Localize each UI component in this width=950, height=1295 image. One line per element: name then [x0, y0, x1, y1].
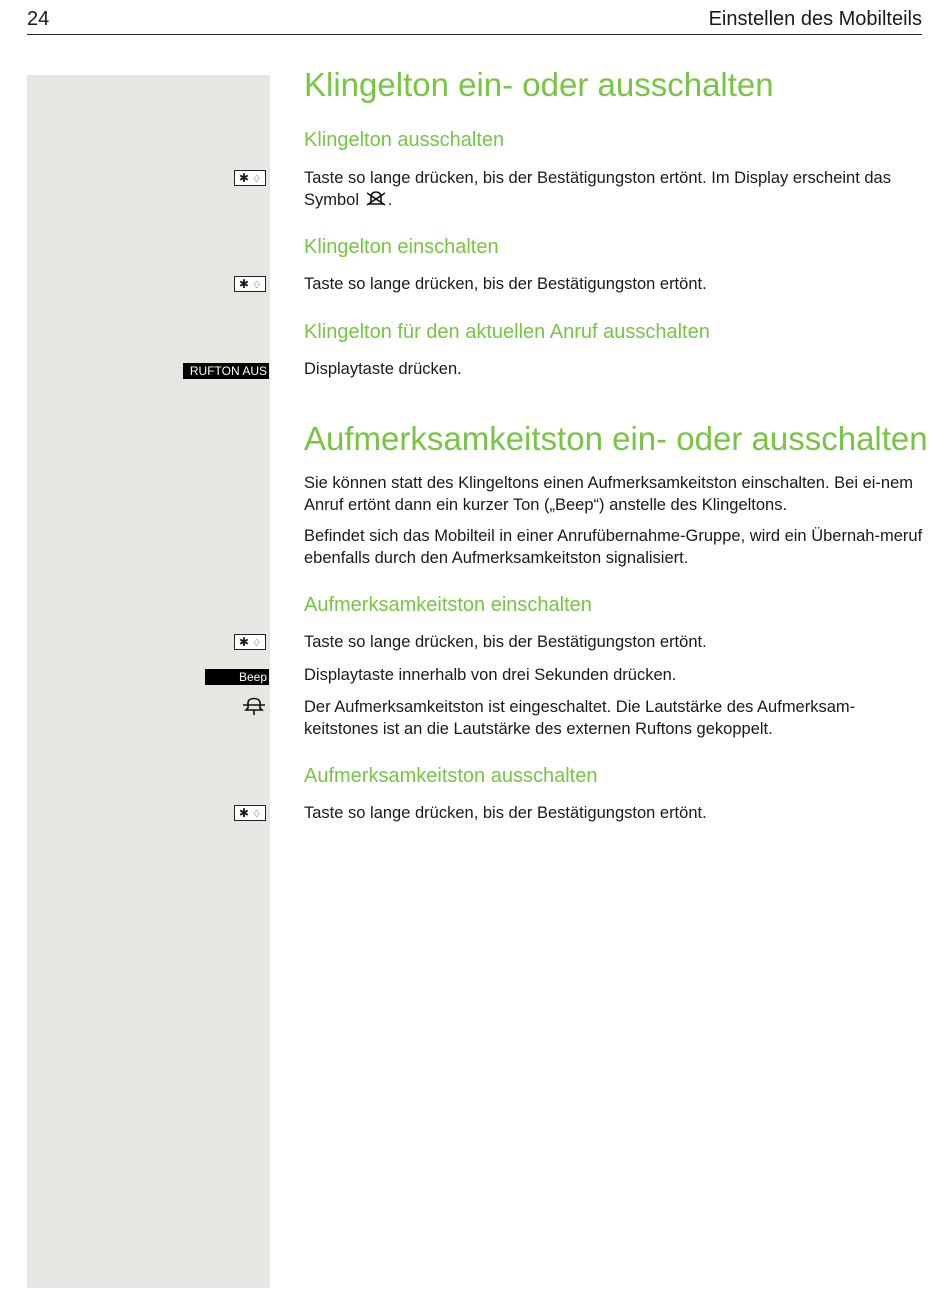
page-header	[27, 4, 922, 35]
section-title-ringtone: Klingelton ein- oder ausschalten	[304, 66, 774, 103]
softkey-beep[interactable]: Beep	[205, 669, 269, 685]
step-ringtone-on: Taste so lange drücken, bis der Bestätigungston ertönt.	[304, 275, 707, 293]
subheading-attention-on: Aufmerksamkeitston einschalten	[304, 594, 592, 616]
step-attention-display-key: Displaytaste innerhalb von drei Sekunden drücken.	[304, 666, 677, 684]
bell-crossed-icon	[364, 190, 388, 214]
running-title: Einstellen des Mobilteils	[708, 8, 922, 30]
step-press-display-key: Displaytaste drücken.	[304, 360, 462, 378]
star-bell-key-icon: ✱ ♢	[234, 805, 266, 821]
step-attention-off: Taste so lange drücken, bis der Bestätigungston ertönt.	[304, 804, 707, 822]
star-bell-key-icon: ✱ ♢	[234, 170, 266, 186]
section-title-attention-tone: Aufmerksamkeitston ein- oder ausschalten	[304, 420, 928, 457]
step-attention-enabled-info: Der Aufmerksamkeitston ist eingeschaltet. Die Lautstärke des Aufmerksam-keitstones ist an die Lautstärke des externen Ruftons gekoppelt.	[304, 698, 856, 738]
subheading-ringtone-current-call-off: Klingelton für den aktuellen Anruf ausschalten	[304, 321, 710, 343]
softkey-rufton-aus[interactable]: RUFTON AUS	[183, 363, 269, 379]
subheading-ringtone-off: Klingelton ausschalten	[304, 129, 505, 151]
step-attention-hold-key: Taste so lange drücken, bis der Bestätigungston ertönt.	[304, 633, 707, 651]
star-bell-key-icon: ✱ ♢	[234, 634, 266, 650]
attention-tone-bell-icon	[242, 697, 266, 722]
step-ringtone-off: Taste so lange drücken, bis der Bestätigungston ertönt. Im Display erscheint das Symbol .	[304, 167, 924, 214]
page-number: 24	[27, 8, 50, 30]
paragraph-attention-group: Befindet sich das Mobilteil in einer Anrufübernahme-Gruppe, wird ein Übernah-meruf ebenfalls durch den Aufmerksamkeitston signalisiert.	[304, 527, 923, 567]
subheading-attention-off: Aufmerksamkeitston ausschalten	[304, 765, 598, 787]
subheading-ringtone-on: Klingelton einschalten	[304, 236, 499, 258]
paragraph-attention-intro: Sie können statt des Klingeltons einen Aufmerksamkeitston einschalten. Bei ei-nem Anruf ertönt dann ein kurzer Ton („Beep“) anstelle des Klingeltons.	[304, 474, 914, 514]
star-bell-key-icon: ✱ ♢	[234, 276, 266, 292]
